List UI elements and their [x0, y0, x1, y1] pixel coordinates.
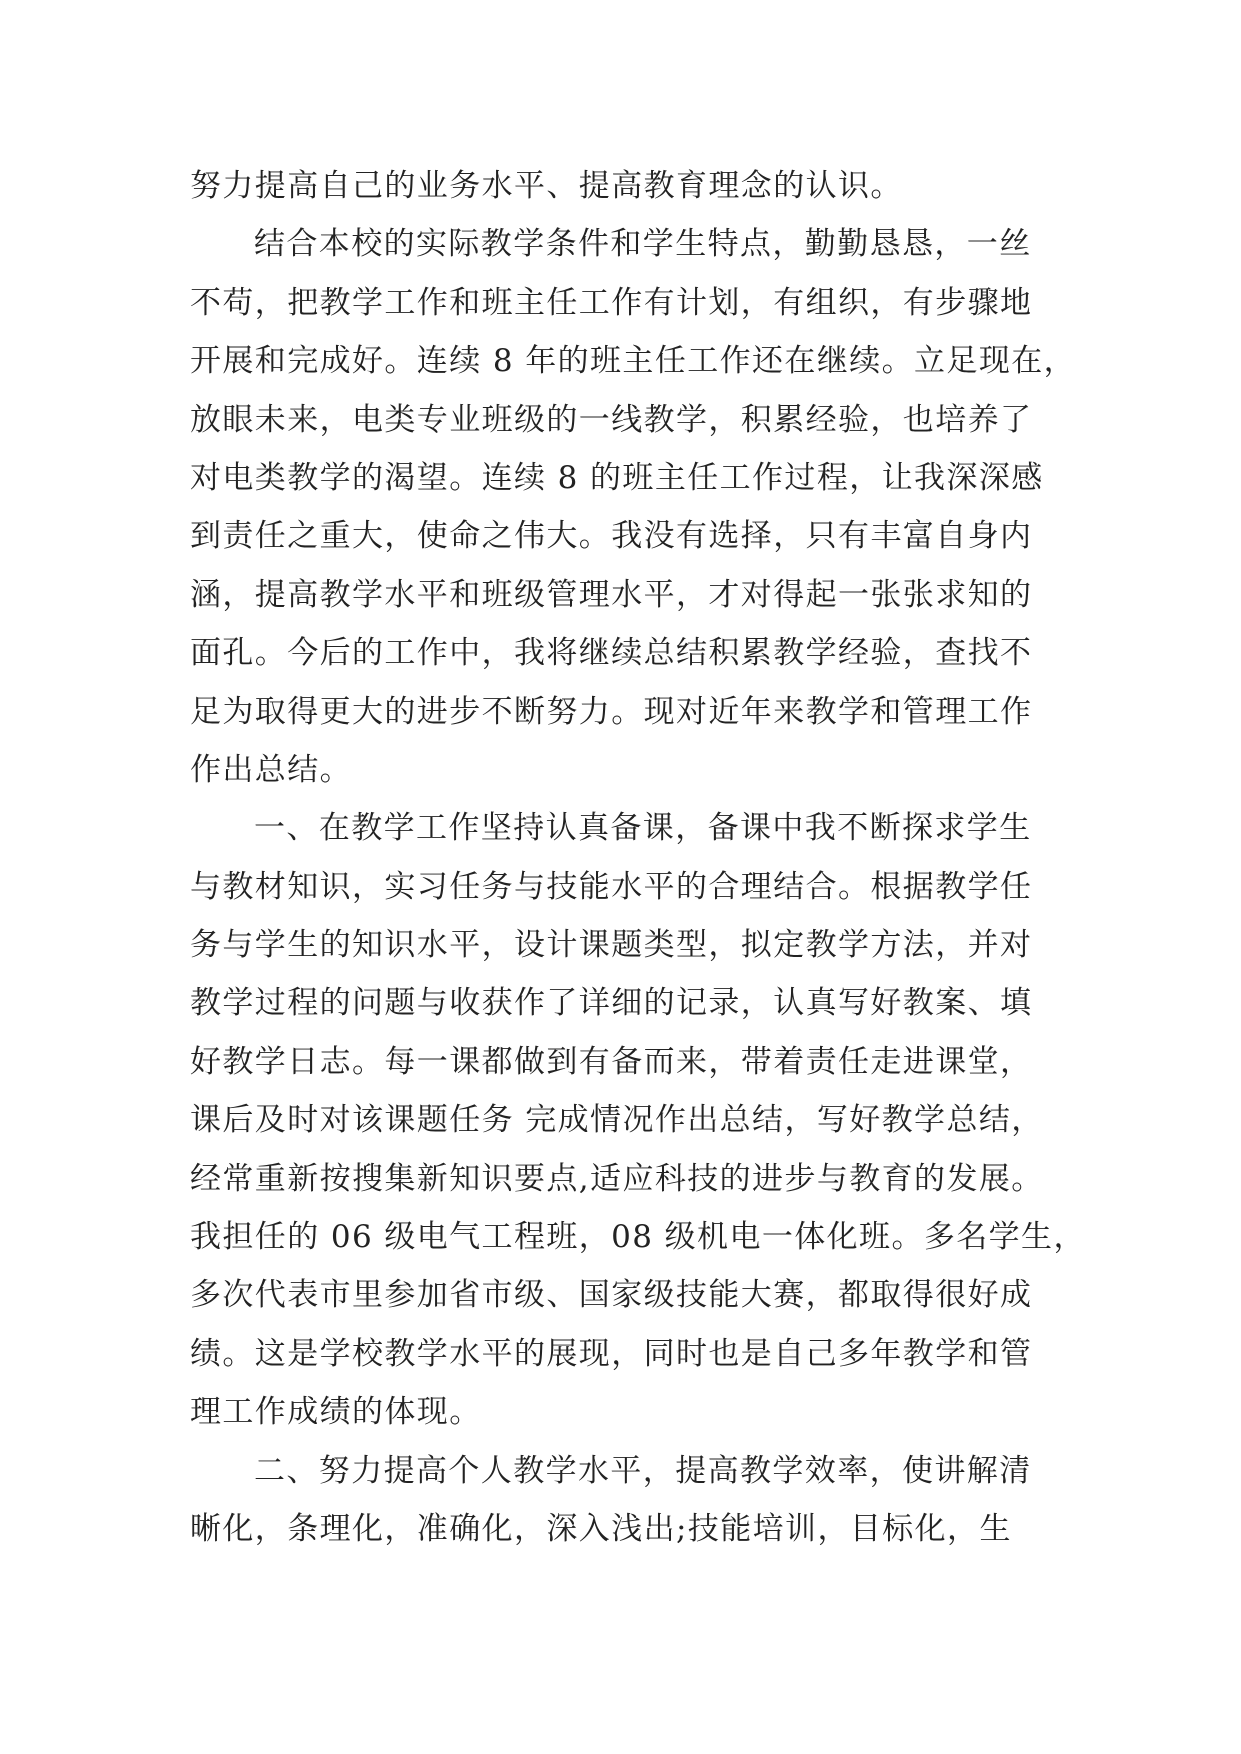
- text-line: 开展和完成好。连续 8 年的班主任工作还在继续。立足现在，: [190, 343, 1077, 380]
- text-line: 作出总结。: [190, 751, 352, 788]
- text-line: 不苟，把教学工作和班主任工作有计划，有组织，有步骤地: [190, 284, 1033, 321]
- text-line: 与教材知识，实习任务与技能水平的合理结合。根据教学任: [190, 868, 1033, 905]
- document-body: [190, 157, 1086, 1558]
- text-line: 面孔。今后的工作中，我将继续总结积累教学经验，查找不: [190, 635, 1033, 672]
- text-line: 放眼未来，电类专业班级的一线教学，积累经验，也培养了: [190, 401, 1033, 438]
- text-line: 课后及时对该课题任务 完成情况作出总结，写好教学总结，: [190, 1102, 1044, 1139]
- text-line: 教学过程的问题与收获作了详细的记录，认真写好教案、填: [190, 985, 1033, 1022]
- text-line: 理工作成绩的体现。: [190, 1394, 482, 1431]
- text-line: 努力提高自己的业务水平、提高教育理念的认识。: [190, 168, 903, 204]
- text-line: 对电类教学的渴望。连续 8 的班主任工作过程，让我深深感: [190, 459, 1044, 496]
- text-line: 多次代表市里参加省市级、国家级技能大赛，都取得很好成: [190, 1277, 1033, 1314]
- text-line: 我担任的 06 级电气工程班，08 级机电一体化班。多名学生，: [190, 1219, 1086, 1256]
- text-line: 经常重新按搜集新知识要点,适应科技的进步与教育的发展。: [190, 1160, 1044, 1197]
- paragraph-first-line: 二、努力提高个人教学水平，提高教学效率，使讲解清: [254, 1452, 1032, 1489]
- text-line: 足为取得更大的进步不断努力。现对近年来教学和管理工作: [190, 693, 1033, 730]
- text-line: 晰化，条理化，准确化，深入浅出;技能培训，目标化，生: [190, 1510, 1012, 1547]
- text-line: 绩。这是学校教学水平的展现，同时也是自己多年教学和管: [190, 1335, 1033, 1372]
- text-line: 到责任之重大，使命之伟大。我没有选择，只有丰富自身内: [190, 518, 1033, 555]
- paragraph-first-line: 结合本校的实际教学条件和学生特点，勤勤恳恳，一丝: [254, 226, 1032, 263]
- text-line: 好教学日志。每一课都做到有备而来，带着责任走进课堂，: [190, 1043, 1033, 1080]
- text-line: 涵，提高教学水平和班级管理水平，才对得起一张张求知的: [190, 576, 1033, 613]
- text-line: 务与学生的知识水平，设计课题类型，拟定教学方法，并对: [190, 927, 1033, 964]
- paragraph-first-line: 一、在教学工作坚持认真备课，备课中我不断探求学生: [254, 810, 1032, 847]
